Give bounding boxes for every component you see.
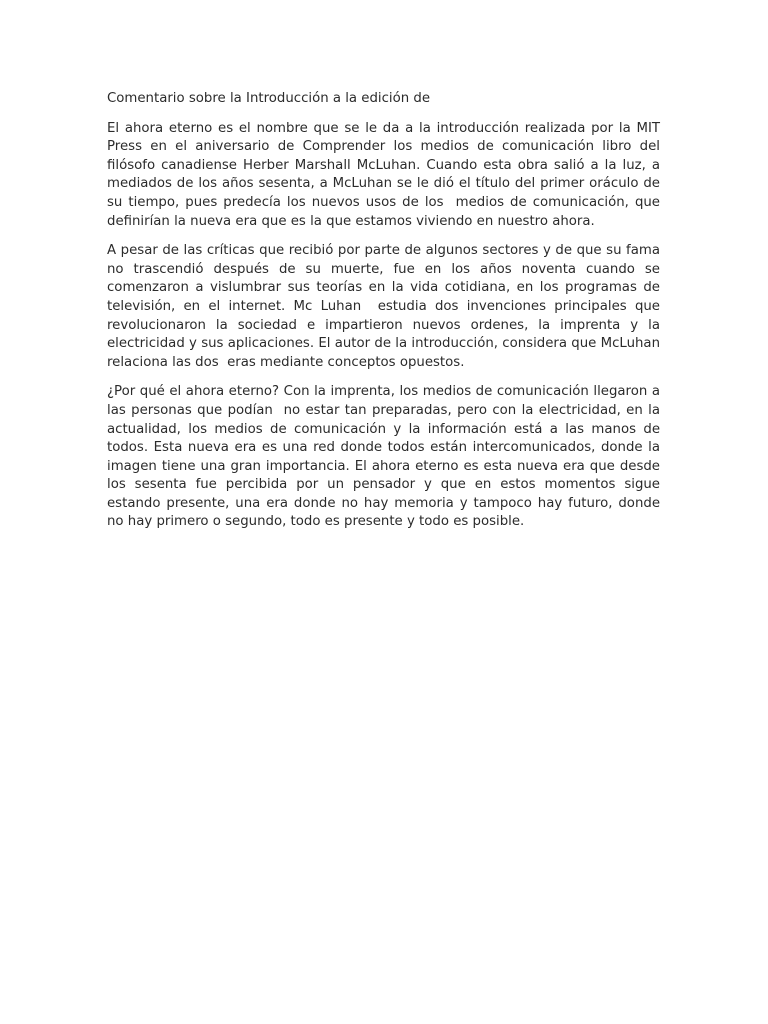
document-body xyxy=(107,90,665,543)
paragraph-1: El ahora eterno es el nombre que se le da a la introducción realizada por la MIT Press en el aniversario de Comprender los medios de comunicación libro del filósofo canadiense Herber Marshall McLuhan. Cuando esta obra salió a la luz, a mediados de los años sesenta, a McLuhan se le dió el título del primer oráculo de su tiempo, pues predecía los nuevos usos de los medios de comunicación, que definirían la nueva era que es la que estamos viviendo en nuestro ahora. xyxy=(107,120,665,229)
paragraph-2: A pesar de las críticas que recibió por parte de algunos sectores y de que su fama no trascendió después de su muerte, fue en los años noventa cuando se comenzaron a vislumbrar sus teorías en la vida cotidiana, en los programas de televisión, en el internet. Mc Luhan estudia dos invenciones principales que revolucionaron la sociedad e impartieron nuevos ordenes, la imprenta y la electricidad y sus aplicaciones. El autor de la introducción, considera que McLuhan relaciona las dos eras mediante conceptos opuestos. xyxy=(107,243,665,370)
paragraph-3: ¿Por qué el ahora eterno? Con la imprenta, los medios de comunicación llegaron a las personas que podían no estar tan preparadas, pero con la electricidad, en la actualidad, los medios de comunicación y la información está a las manos de todos. Esta nueva era es una red donde todos están intercomunicados, donde la imagen tiene una gran importancia. El ahora eterno es esta nueva era que desde los sesenta fue percibida por un pensador y que en estos momentos sigue estando presente, una era donde no hay memoria y tampoco hay futuro, donde no hay primero o segundo, todo es presente y todo es posible. xyxy=(107,384,665,530)
document-title: Comentario sobre la Introducción a la edición de xyxy=(107,91,431,106)
